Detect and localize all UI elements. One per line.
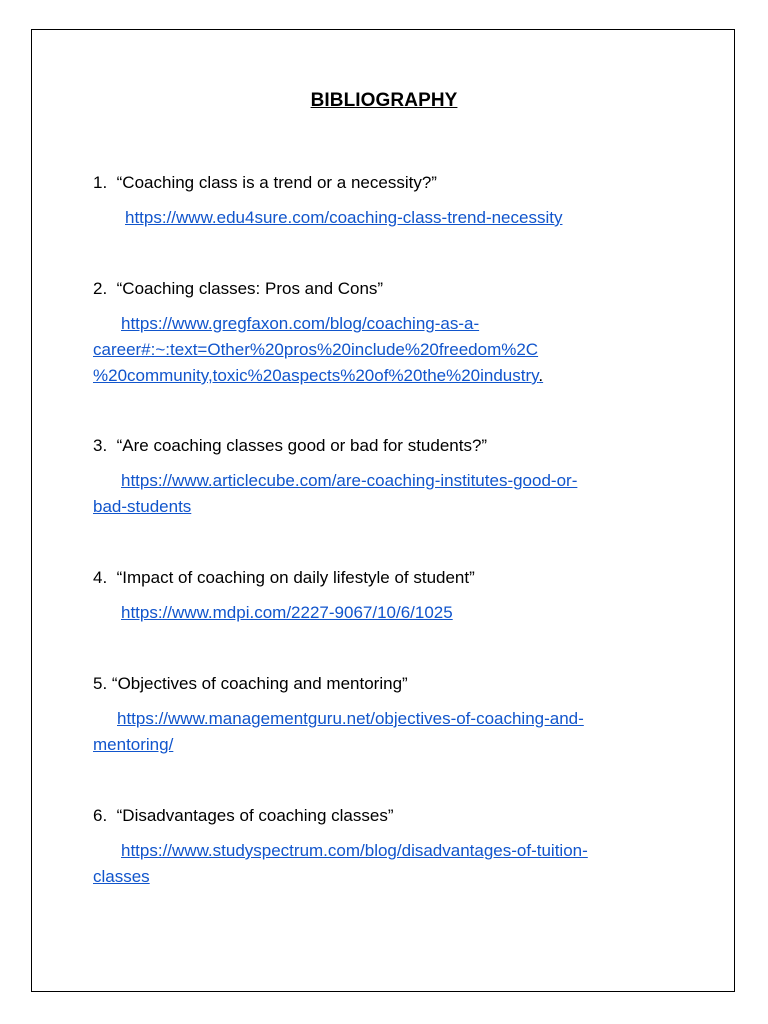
entry-title: “Are coaching classes good or bad for students?” [116,436,488,455]
trailing-period: . [538,366,544,385]
entry-link[interactable] [93,600,683,626]
entry-number: 6. [93,806,108,825]
link-line: https://www.studyspectrum.com/blog/disadvantages-of-tuition- [121,841,588,860]
entry-link[interactable] [93,468,683,520]
entry-number: 5. [93,674,108,693]
bibliography-entry-6 [93,806,683,890]
entry-title: “Coaching classes: Pros and Cons” [116,279,384,298]
bibliography-entry-5 [93,674,683,758]
link-line: https://www.mdpi.com/2227-9067/10/6/1025 [121,603,453,622]
entry-number: 4. [93,568,108,587]
entry-heading [93,568,683,588]
document-title: BIBLIOGRAPHY [310,90,458,111]
entry-link[interactable] [93,706,683,758]
link-line-text: %20community,toxic%20aspects%20of%20the%20industry [93,366,539,385]
entry-heading [93,436,683,456]
entry-heading [93,806,683,826]
entry-title: “Objectives of coaching and mentoring” [111,674,408,693]
bibliography-entry-4 [93,568,683,626]
link-line [93,363,683,389]
entry-link[interactable] [93,205,683,231]
link-line: classes [93,867,150,886]
link-line: https://www.gregfaxon.com/blog/coaching-as-a- [121,314,480,333]
entry-heading [93,674,683,694]
entry-link[interactable] [93,311,683,389]
bibliography-entry-1 [93,173,683,231]
link-line: https://www.edu4sure.com/coaching-class-trend-necessity [125,208,563,227]
bibliography-entry-2 [93,279,683,389]
entry-heading [93,173,683,193]
bibliography-entry-3 [93,436,683,520]
entry-title: “Disadvantages of coaching classes” [116,806,394,825]
link-line: https://www.managementguru.net/objectives-of-coaching-and- [117,709,584,728]
entry-heading [93,279,683,299]
entry-link[interactable] [93,838,683,890]
entry-number: 3. [93,436,108,455]
link-line: career#:~:text=Other%20pros%20include%20freedom%2C [93,340,539,359]
link-line: https://www.articlecube.com/are-coaching-institutes-good-or- [121,471,578,490]
link-line: bad-students [93,497,192,516]
entry-number: 2. [93,279,108,298]
entry-number: 1. [93,173,108,192]
entry-title: “Impact of coaching on daily lifestyle of student” [116,568,475,587]
entry-title: “Coaching class is a trend or a necessity?” [116,173,437,192]
link-line: mentoring/ [93,735,174,754]
